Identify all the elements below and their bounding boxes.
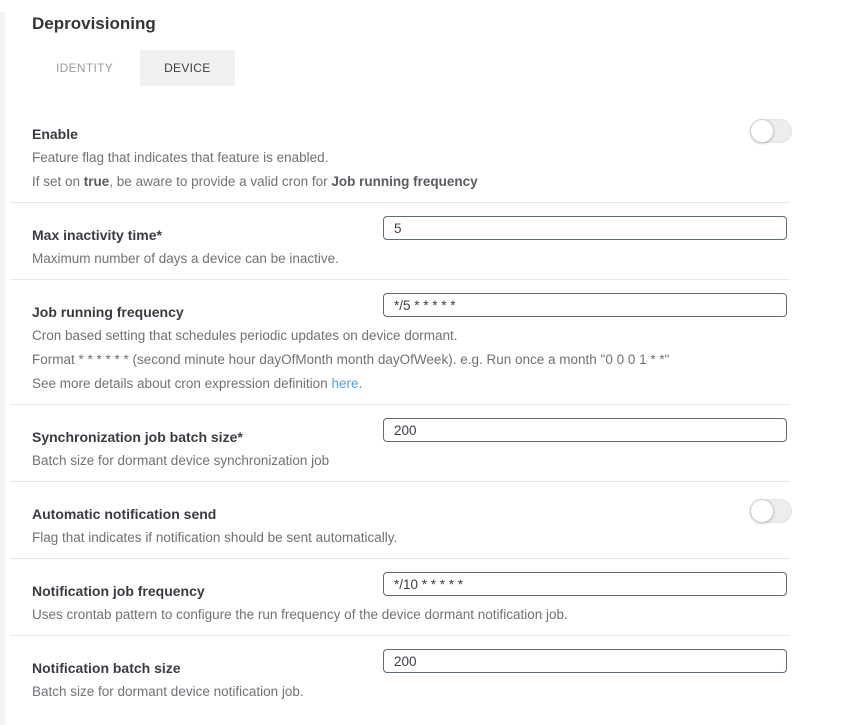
automatic-notification-send-description: Flag that indicates if notification should be sent automatically. — [32, 530, 398, 545]
page-left-strip — [0, 12, 5, 725]
job-running-frequency-description-2: Format * * * * * * (second minute hour dayOfMonth month dayOfWeek). e.g. Run once a month "0 0 0 1 * *" — [32, 352, 670, 367]
job-running-frequency-description-1: Cron based setting that schedules periodic updates on device dormant. — [32, 328, 458, 343]
notification-job-frequency-input[interactable] — [383, 572, 787, 596]
settings-form — [10, 102, 790, 712]
enable-description-2: If set on true, be aware to provide a valid cron for Job running frequency — [32, 174, 478, 189]
field-notification-batch-size — [10, 636, 790, 712]
notification-batch-size-description: Batch size for dormant device notification job. — [32, 684, 304, 699]
cron-docs-link[interactable]: here — [331, 376, 359, 391]
notification-job-frequency-label: Notification job frequency — [32, 583, 205, 599]
synchronization-job-batch-size-label: Synchronization job batch size* — [32, 429, 243, 445]
field-job-running-frequency — [10, 280, 790, 405]
toggle-knob — [750, 119, 774, 143]
enable-toggle[interactable] — [750, 119, 792, 143]
job-running-frequency-label: Job running frequency — [32, 304, 184, 320]
tab-identity[interactable]: IDENTITY — [56, 61, 114, 75]
tab-bar — [32, 50, 790, 86]
notification-job-frequency-description: Uses crontab pattern to configure the run frequency of the device dormant notification job. — [32, 607, 568, 622]
notification-batch-size-label: Notification batch size — [32, 660, 181, 676]
max-inactivity-time-description: Maximum number of days a device can be inactive. — [32, 251, 339, 266]
enable-description-1: Feature flag that indicates that feature is enabled. — [32, 150, 329, 165]
job-running-frequency-description-3: See more details about cron expression definition here. — [32, 376, 363, 391]
max-inactivity-time-input[interactable] — [383, 216, 787, 240]
page-title: Deprovisioning — [32, 14, 156, 33]
automatic-notification-send-toggle[interactable] — [750, 499, 792, 523]
tab-device[interactable]: DEVICE — [140, 50, 234, 86]
max-inactivity-time-label: Max inactivity time* — [32, 227, 162, 243]
enable-label: Enable — [32, 126, 78, 142]
field-notification-job-frequency — [10, 559, 790, 636]
toggle-knob — [750, 499, 774, 523]
field-max-inactivity-time — [10, 203, 790, 280]
deprovisioning-settings-page — [10, 12, 790, 712]
field-enable — [10, 102, 790, 203]
synchronization-job-batch-size-description: Batch size for dormant device synchronization job — [32, 453, 330, 468]
field-automatic-notification-send — [10, 482, 790, 559]
job-running-frequency-input[interactable] — [383, 293, 787, 317]
automatic-notification-send-label: Automatic notification send — [32, 506, 217, 522]
notification-batch-size-input[interactable] — [383, 649, 787, 673]
field-synchronization-job-batch-size — [10, 405, 790, 482]
synchronization-job-batch-size-input[interactable] — [383, 418, 787, 442]
